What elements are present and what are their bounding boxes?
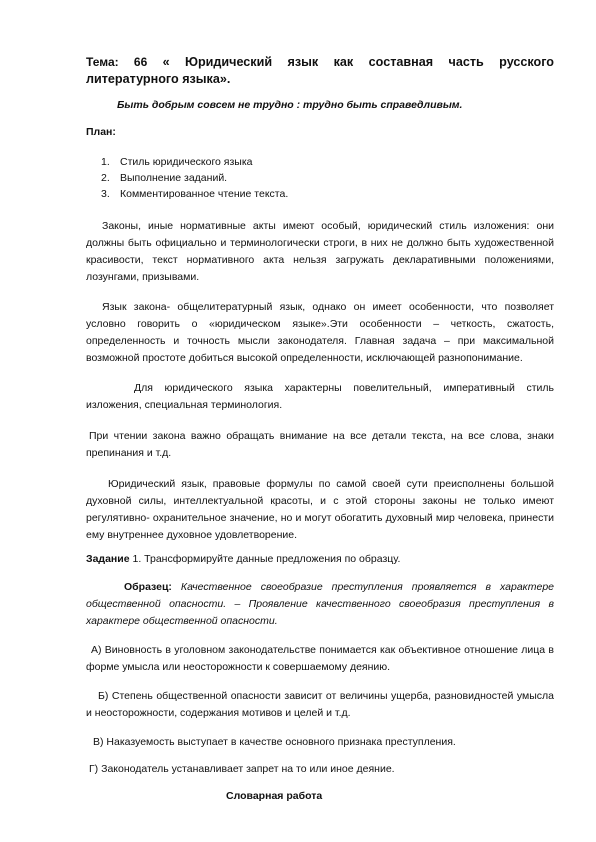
plan-item <box>86 170 554 186</box>
topic-heading <box>86 54 554 88</box>
task-text: 1. Трансформируйте данные предложения по образцу. <box>129 553 401 565</box>
plan-item <box>86 186 554 202</box>
topic-text: « Юридический язык как составная часть русского литературного языка». <box>86 55 555 86</box>
document-content <box>86 54 554 802</box>
exercise-item-a: А) Виновность в уголовном законодательстве понимается как объективное отношение лица в форме умысла или неосторожности к совершаемому деянию. <box>86 644 554 673</box>
plan-item <box>86 154 554 170</box>
paragraph-law-language: Язык закона- общелитературный язык, однако он имеет особенности, что позволяет условно говорить о «юридическом языке».Эти особенности – четкость, сжатость, определенность и точность мысли законодателя. Главная задача – при максимальной возможной простоте добиться высокой определенности, исключающей разнопонимание. <box>86 301 554 364</box>
plan-item-number: 2. <box>101 172 110 184</box>
exercise-item-c: В) Наказуемость выступает в качестве основного признака преступления. <box>93 736 456 748</box>
plan-item-text: Выполнение заданий. <box>120 172 228 184</box>
sample-text: Качественное своеобразие преступления проявляется в характере общественной опасности. – Проявление качественного своеобразия преступления в характере общественной опасности. <box>86 581 554 627</box>
task-label: Задание <box>86 553 130 565</box>
plan-item-text: Стиль юридического языка <box>120 156 253 168</box>
topic-label: Тема: <box>86 55 119 69</box>
paragraph-legal-formulas: Юридический язык, правовые формулы по самой своей сути преисполнены большой духовной силы, интеллектуальной красоты, и с этой стороны законы не только имеют регулятивно- охранительное значение, но и могут обогатить духовный мир человека, принести ему внутреннее духовное удовлетворение. <box>86 478 554 541</box>
exercise-item-d: Г) Законодатель устанавливает запрет на то или иное деяние. <box>89 763 395 775</box>
task-line <box>86 551 554 568</box>
plan-item-text: Комментированное чтение текста. <box>120 188 289 200</box>
vocabulary-heading: Словарная работа <box>226 790 323 802</box>
sample-label: Образец: <box>124 581 172 593</box>
exercise-item-b: Б) Степень общественной опасности зависит от величины ущерба, разновидностей умысла и неосторожности, содержания мотивов и целей и т.д. <box>86 690 554 719</box>
plan-list <box>86 154 554 202</box>
epigraph: Быть добрым совсем не трудно : трудно быть справедливым. <box>117 99 463 111</box>
paragraph-legal-style: Законы, иные нормативные акты имеют особый, юридический стиль изложения: они должны быть официально и терминологически строги, в них не должно быть художественной красивости, текст нормативного акта нельзя загружать декларативными положениями, лозунгами, призывами. <box>86 220 554 283</box>
paragraph-imperative-style: Для юридического языка характерны повелительный, императивный стиль изложения, специальная терминология. <box>86 382 554 411</box>
plan-item-number: 3. <box>101 188 110 200</box>
paragraph-reading-law: При чтении закона важно обращать внимание на все детали текста, на все слова, знаки препинания и т.д. <box>86 430 554 459</box>
sample-block <box>86 579 554 630</box>
plan-heading: План: <box>86 126 116 138</box>
topic-number: 66 <box>133 55 148 69</box>
plan-item-number: 1. <box>101 156 110 168</box>
